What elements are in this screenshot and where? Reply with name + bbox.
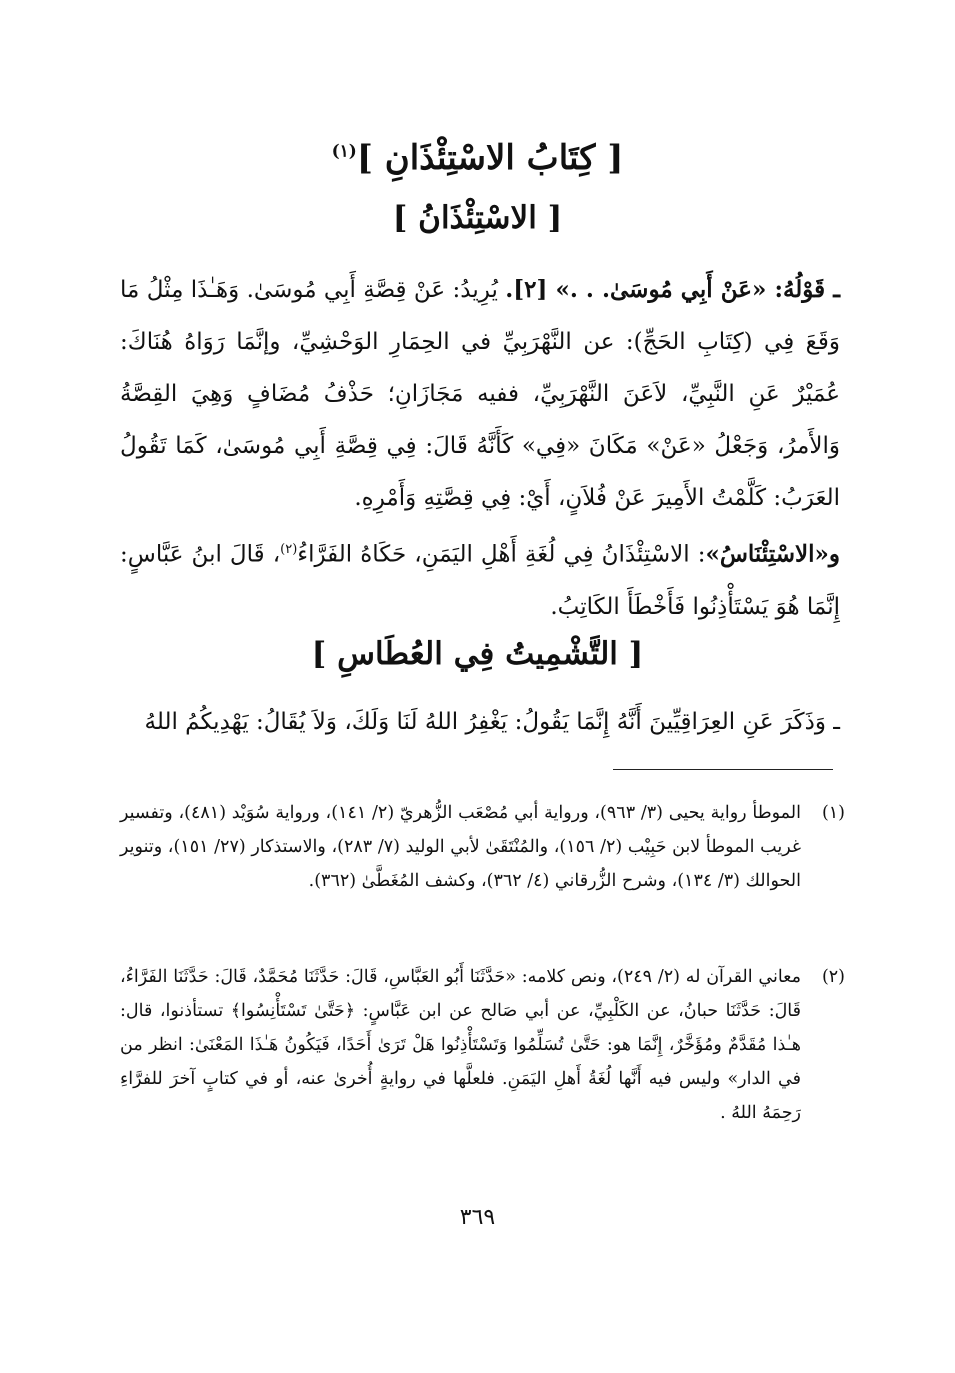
footnote-text: معاني القرآن له (٢/ ٢٤٩)، ونص كلامه: «حَدَّثَنَا أَبُو العَبَّاسِ، قَالَ: حَدَّثَنَا مُحَمَّدٌ، قَالَ: حَدَّثَنَا الفَرَّاءُ، قَالَ: حَدَّثَنَا حبانُ، عن الكَلْبِيِّ، عن أبي صَالح عن ابن عَبَّاسٍ: ﴿حَتَّىٰ تَسْتَأْنِسُوا﴾ تستأذنوا، قال: هـٰذا مُقَدَّمٌ ومُؤَخَّرٌ، إِنَّمَا هو: حَتَّىٰ تُسَلِّمُوا وَتَسْتَأْذِنُوا هَلْ تَرَىٰ أَحَدًا، فَيَكُونُ هَـٰذَا المَعْنَىٰ: انظر من في الدار» وليس فيه أَنَّها لُغَةُ أَهلِ اليَمَنِ. فلعلَّها في روايةٍ أُخرىٰ عنه، أو في كتابٍ آخرَ للفرَّاءِ رَحِمَهُ اللهُ . xyxy=(120,967,801,1123)
footnote-number: (١) xyxy=(821,803,845,823)
footnote-2 xyxy=(120,960,845,1130)
footnote-number: (٢) xyxy=(821,967,845,987)
paragraph-iraqiyyin: ـ وَذَكَرَ عَنِ العِرَاقِيِّينَ أَنَّهُ إِنَّمَا يَقُولُ: يَغْفِرُ اللهُ لَنَا وَلَكَ، وَلاَ يُقَالُ: يَهْدِيكُمُ اللهُ xyxy=(144,709,840,735)
chapter-title-footnote-ref: (١) xyxy=(331,141,357,162)
paragraph-abu-musa xyxy=(120,264,840,524)
footnote-1 xyxy=(120,796,845,898)
footnote-text: الموطأ رواية يحيى (٣/ ٩٦٣)، ورواية أبي مُصْعَب الزُّهريّ (٢/ ١٤١)، ورواية سُوَيْد (٤٨١)، وتفسير غريب الموطأ لابن حَبِيْب (٢/ ١٥٦)، والمُنْتَقَىٰ لأبي الوليد (٧/ ٢٨٣)، والاستذكار (٢٧/ ١٥١)، وتنوير الحوالك (٣/ ١٣٤)، وشرح الزُّرقاني (٤/ ٣٦٢)، وكشف المُغَطَّىٰ (٣٦٢). xyxy=(120,803,802,891)
paragraph-lead: ـ قَوْلُهُ: «عَنْ أَبِي مُوسَىٰ. . .» [٢]. xyxy=(505,276,840,303)
footnote-divider xyxy=(613,769,833,770)
paragraph-text: يُرِيدُ: عَنْ قِصَّةِ أَبِي مُوسَىٰ. وَهَـٰذَا مِثْلُ مَا وَقَعَ فِي (كِتَابِ الحَجِّ): عن النَّهْرَبِيِّ في الحِمَارِ الوَحْشِيِّ، وإنَّمَا رَوَاهُ هُنَاكَ: عُمَيْرٌ عَنِ النَّبِيِّ، لاَعَنَ النَّهْرَبِيِّ، ففيه مَجَازَانِ؛ حَذْفُ مُضَافٍ وَهِيَ القِصَّةُ وَالأَمرُ، وَجَعْلُ «عَنْ» مَكَانَ «فِي» كَأَنَّهُ قَالَ: فِي قِصَّةِ أَبِي مُوسَىٰ، كَمَا تَقُولُ العَرَبُ: كَلَّمْتُ الأَمِيرَ عَنْ فُلاَنٍ، أَيْ: فِي قِصَّتِهِ وَأَمْرِهِ. xyxy=(120,277,840,511)
section-title-tashmit: [ التَّشْمِيتُ فِي العُطَاسِ ] xyxy=(311,636,644,672)
page-number: ٣٦٩ xyxy=(459,1205,496,1230)
paragraph-istinas xyxy=(120,524,840,633)
chapter-title-text: [ كِتَابُ الاسْتِئْذَانِ ] xyxy=(356,138,624,178)
chapter-title xyxy=(0,138,955,178)
section-title-istidhan: [ الاسْتِئْذَانُ ] xyxy=(392,200,563,236)
paragraph-text: : الاسْتِئْذَانُ فِي لُغَةِ أَهْلِ اليَمَنِ، حَكَاهُ الفَرَّاءُ xyxy=(297,541,706,568)
footnote-ref: (٢) xyxy=(280,542,298,557)
paragraph-text-continued: ، قَالَ ابنُ عَبَّاسٍ: إِنَّمَا هُوَ يَسْتَأْذِنُوا فَأَخْطَأَ الكَاتِبُ. xyxy=(120,541,840,620)
paragraph-lead: و«الاسْتِئْنَاسُ» xyxy=(705,540,841,568)
